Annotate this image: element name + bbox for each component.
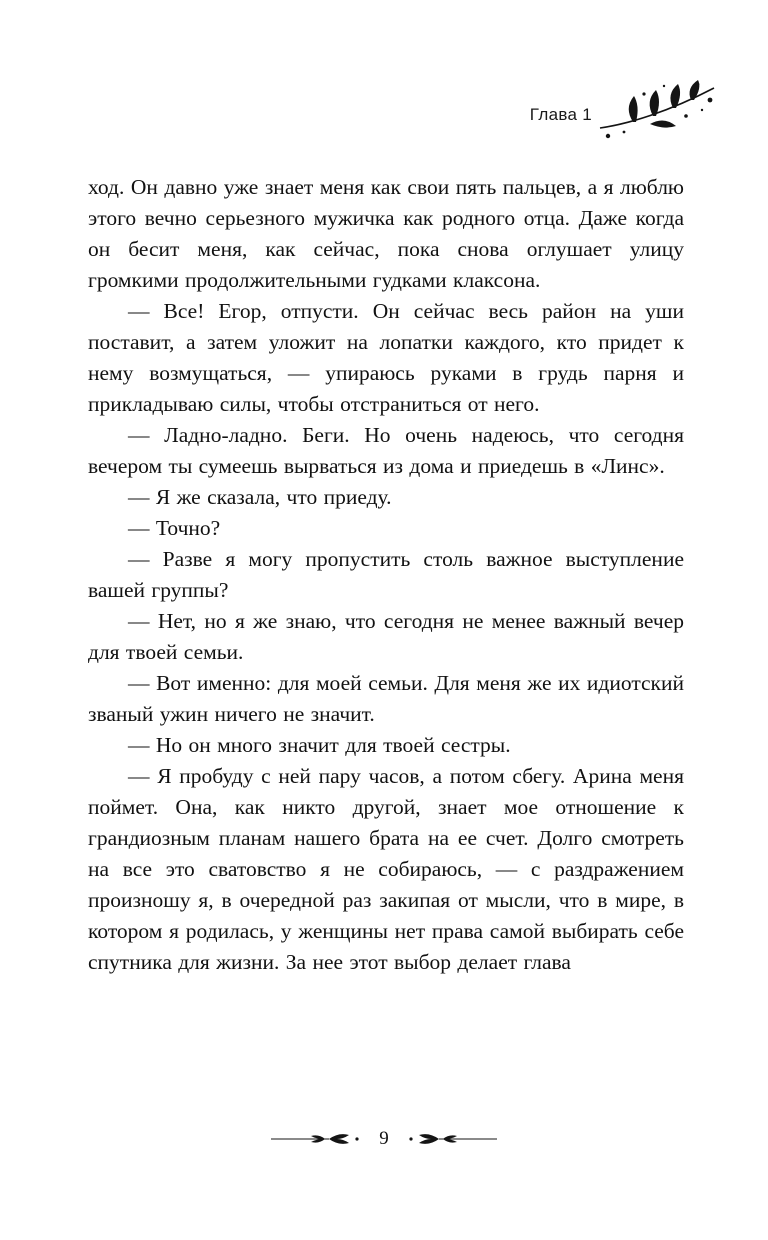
paragraph: — Ладно-ладно. Беги. Но очень надеюсь, что сегодня вечером ты сумеешь вырваться из дома и приедешь в «Линс».: [88, 423, 684, 478]
paragraph: — Вот именно: для моей семьи. Для меня же их идиотский званый ужин ничего не значит.: [88, 671, 684, 726]
page-number: 9: [379, 1128, 389, 1149]
floral-branch-icon: [598, 80, 718, 142]
paragraph: — Нет, но я же знаю, что сегодня не менее важный вечер для твоей семьи.: [88, 609, 684, 664]
text-block: [88, 172, 684, 978]
paragraph: ход. Он давно уже знает меня как свои пять пальцев, а я люблю этого вечно серьезного мужичка как родного отца. Даже когда он бесит меня, как сейчас, пока снова оглушает улицу громкими продолжительными гудками клаксона.: [88, 175, 684, 292]
footer-flourish-right-icon: [407, 1131, 499, 1147]
paragraph: — Я пробуду с ней пару часов, а потом сбегу. Арина меня поймет. Она, как никто другой, знает мое отношение к грандиозным планам нашего брата на ее счет. Долго смотреть на все это сватовство я не собираюсь, — с раздражением произношу я, в очередной раз закипая от мысли, что в мире, в котором я родилась, у женщины нет права самой выбирать себе спутника для жизни. За нее этот выбор делает глава: [88, 764, 684, 974]
paragraph: — Я же сказала, что приеду.: [128, 485, 392, 509]
footer-flourish-left-icon: [269, 1131, 361, 1147]
paragraph: — Все! Егор, отпусти. Он сейчас весь район на уши поставит, а затем уложит на лопатки каждого, кто придет к нему возмущаться, — упираюсь руками в грудь парня и прикладываю силы, чтобы отстраниться от него.: [88, 299, 684, 416]
paragraph: — Разве я могу пропустить столь важное выступление вашей группы?: [88, 547, 684, 602]
page-footer: [0, 1128, 768, 1150]
paragraph: — Точно?: [128, 516, 221, 540]
paragraph: — Но он много значит для твоей сестры.: [128, 733, 511, 757]
chapter-title: Глава 1: [529, 105, 592, 124]
chapter-header: [530, 80, 718, 142]
